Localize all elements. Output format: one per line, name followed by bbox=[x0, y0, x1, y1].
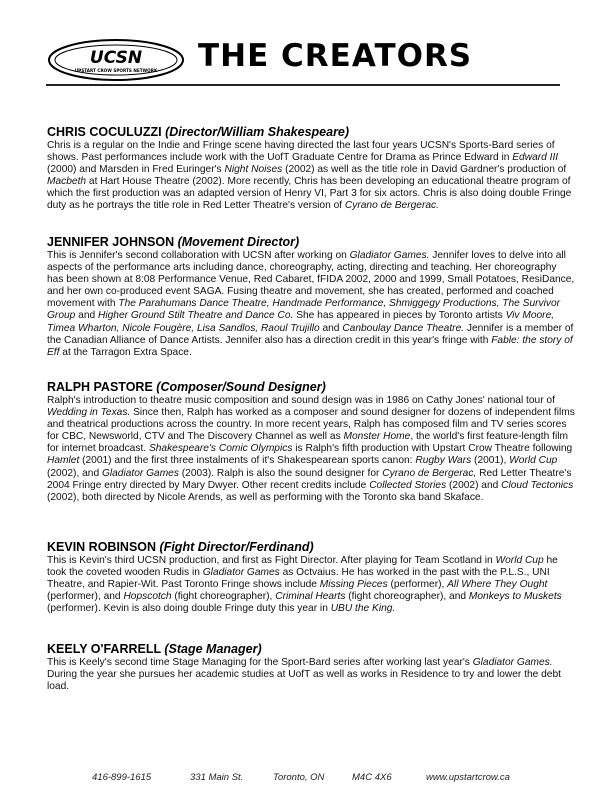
footer-street: 331 Main St. bbox=[190, 772, 244, 783]
bio-text-run: (2001) and the first three instalments of it's Shakespearean sports canon: bbox=[79, 455, 416, 467]
italic-title: Edward III bbox=[512, 152, 559, 164]
bio-heading bbox=[47, 642, 575, 657]
bio-jennifer-johnson bbox=[47, 235, 575, 359]
bio-chris-coculuzzi bbox=[47, 125, 575, 213]
header-divider bbox=[46, 84, 560, 86]
italic-title: Higher Ground Stilt Theatre and Dance Co. bbox=[98, 310, 294, 322]
italic-title: Hamlet bbox=[47, 455, 80, 467]
bio-text-run: at the Tarragon Extra Space. bbox=[59, 346, 192, 358]
italic-title: Gladiator Games bbox=[101, 467, 179, 479]
italic-title: Macbeth bbox=[47, 176, 87, 188]
italic-title: Gladiator Games. bbox=[472, 657, 553, 668]
bio-text-run: (performer), and bbox=[47, 591, 124, 603]
italic-title: Canboulay Dance Theatre. bbox=[342, 322, 465, 334]
italic-title: Viv Moore, Timea Wharton, Nicole Fougère, Lisa Sandlos, Raoul Trujillo bbox=[47, 310, 555, 334]
bio-name: KEVIN ROBINSON bbox=[47, 540, 157, 554]
bio-text-run: (2003). Ralph is also the sound designer for bbox=[178, 467, 383, 479]
italic-title: UBU the King. bbox=[330, 603, 396, 615]
bio-text-run: and bbox=[319, 322, 343, 334]
logo-wordmark: UCSN bbox=[89, 48, 143, 68]
italic-title: All Where They Ought bbox=[447, 579, 548, 591]
bio-heading bbox=[47, 235, 575, 250]
bio-text-run: Jennifer loves to delve into all aspects of the performance arts including dance, choreography, acting, directing and teaching. Her choreography has been shown at 8:08 Performance Venue, Red Cabaret, fFIDA 2002, 2000 and 1999, Small Potatoes, ResiDance, and her own co-produced event SAGA. Fusing theatre and movement, she has created, performed and coached movement with bbox=[47, 250, 575, 310]
bio-text-run: This is Jennifer's second collaboration with UCSN after working on bbox=[47, 250, 350, 261]
bio-heading bbox=[47, 125, 575, 140]
bio-text bbox=[47, 395, 575, 504]
italic-title: The Parahumans Dance Theatre, Handmade Performance, Shmiggegy Productions, The Survivor Group bbox=[47, 298, 561, 322]
bio-text-run: and bbox=[75, 310, 98, 322]
italic-title: World Cup bbox=[509, 455, 558, 467]
bio-text-run: (performer). Kevin is also doing double Fringe duty this year in bbox=[47, 603, 331, 615]
bio-text bbox=[47, 555, 575, 615]
bio-role: (Fight Director/Ferdinand) bbox=[159, 540, 314, 554]
bio-keely-ofarrell bbox=[47, 642, 575, 693]
italic-title: Fable: the story of Eff bbox=[47, 334, 573, 358]
bio-text-run: She has appeared in pieces by Toronto artists bbox=[293, 310, 506, 322]
italic-title: Cyrano de Bergerac, bbox=[382, 467, 477, 479]
bio-role: (Director/William Shakespeare) bbox=[165, 125, 350, 139]
bio-heading bbox=[47, 380, 575, 395]
contact-footer bbox=[0, 772, 609, 786]
bio-text bbox=[47, 657, 575, 693]
bio-role: (Movement Director) bbox=[177, 235, 300, 249]
italic-title: Criminal Hearts bbox=[275, 591, 346, 603]
page-header bbox=[46, 36, 560, 84]
italic-title: Cloud Tectonics bbox=[501, 479, 574, 491]
italic-title: Collected Stories bbox=[369, 479, 447, 491]
italic-title: Gladiator Games bbox=[202, 567, 280, 579]
italic-title: Missing Pieces bbox=[319, 579, 388, 591]
bio-text-run: (fight choreographer), bbox=[171, 591, 276, 603]
bio-text-run: (2000) and Marsden in Fred Euringer's bbox=[47, 164, 225, 176]
bio-text-run: (fight choreographer), and bbox=[345, 591, 469, 603]
bio-text-run: This is Kevin's third UCSN production, and first as Fight Director. After playing for Team Scotland in bbox=[47, 555, 496, 566]
bio-name: JENNIFER JOHNSON bbox=[47, 235, 175, 249]
bio-text-run: (2002), and bbox=[47, 467, 102, 479]
bio-text-run: Since then, Ralph has worked as a composer and sound designer for dozens of independent films and theatrical productions across the country. In more recent years, Ralph has composed film and TV series scores for CBC, Newsworld, CTV and The Discovery Channel as well as bbox=[47, 407, 575, 443]
bio-name: KEELY O'FARRELL bbox=[47, 642, 161, 656]
bio-role: (Stage Manager) bbox=[164, 642, 262, 656]
bio-role: (Composer/Sound Designer) bbox=[156, 380, 326, 394]
logo-tagline: UPSTART CROW SPORTS NETWORK bbox=[74, 68, 158, 73]
italic-title: Night Noises bbox=[224, 164, 283, 176]
bio-name: RALPH PASTORE bbox=[47, 380, 153, 394]
bio-text-run: (2002), both directed by Nicole Arends, as well as performing with the Toronto ska band Skaface. bbox=[47, 491, 484, 503]
italic-title: Wedding in Texas. bbox=[47, 407, 131, 419]
footer-website: www.upstartcrow.ca bbox=[426, 772, 510, 783]
bio-text-run: at Hart House Theatre (2002). More recently, Chris has been developing an educational theatre program of which the first production was an adapted version of Henry VI, Part 3 for six actors. Chris is also doing double Fringe duty as he portrays the title role in Red Letter Theatre's version of bbox=[47, 176, 572, 212]
bio-kevin-robinson bbox=[47, 540, 575, 615]
bio-name: CHRIS COCULUZZI bbox=[47, 125, 162, 139]
italic-title: Cyrano de Bergerac. bbox=[344, 200, 439, 212]
footer-city: Toronto, ON bbox=[273, 772, 325, 783]
bio-text-run: is Ralph's fifth production with Upstart Crow Theatre following bbox=[292, 443, 573, 455]
bio-text-run: (2002) as well as the title role in David Gardner's production of bbox=[282, 164, 567, 176]
ucsn-logo bbox=[46, 36, 186, 84]
bio-text-run: (2002) and bbox=[446, 479, 502, 491]
page-title: THE CREATORS bbox=[198, 38, 473, 74]
bio-text bbox=[47, 250, 575, 359]
bio-text-run: During the year she pursues her academic studies at UofT as well as works in Residence to try and lower the debt load. bbox=[47, 669, 561, 693]
italic-title: Rugby Wars bbox=[415, 455, 472, 467]
italic-title: Monster Home bbox=[343, 431, 411, 443]
bio-text-run: Jennifer is a member of the Canadian Alliance of Dance Artists. Jennifer also has a direction credit in this year's fringe with bbox=[47, 322, 574, 346]
bio-text-run: (2001), bbox=[471, 455, 510, 467]
bio-text-run: Chris is a regular on the Indie and Fringe scene having directed the last four years UCSN's Sports-Bard series of shows. Past performances include work with the UofT Graduate Centre for Drama as Prince Edward in bbox=[47, 140, 555, 164]
italic-title: Monkeys to Muskets bbox=[468, 591, 562, 603]
bio-text-run: Ralph's introduction to theatre music composition and sound design was in 1986 on Cathy Jones' national tour of bbox=[47, 395, 555, 406]
italic-title: World Cup bbox=[495, 555, 544, 566]
bio-ralph-pastore bbox=[47, 380, 575, 504]
bio-text-run: Red Letter Theatre's 2004 Fringe entry directed by Mary Dwyer. Other recent credits include bbox=[47, 467, 572, 491]
italic-title: Hopscotch bbox=[123, 591, 172, 603]
italic-title: Shakespeare's Comic Olympics bbox=[148, 443, 293, 455]
italic-title: Gladiator Games. bbox=[349, 250, 430, 261]
bio-text-run: This is Keely's second time Stage Managing for the Sport-Bard series after working last year's bbox=[47, 657, 473, 668]
footer-phone: 416-899-1615 bbox=[92, 772, 152, 783]
bio-text-run: , the world's first feature-length film for internet broadcast. bbox=[47, 431, 568, 455]
bio-text bbox=[47, 140, 575, 213]
bio-text-run: (performer), bbox=[387, 579, 448, 591]
bio-text-run: as Octvaius. He has worked in the past with the P.L.S., UNI Theatre, and Rapier-Wit. Past Toronto Fringe shows include bbox=[47, 567, 550, 591]
bio-text-run: he took the coveted wooden Rudis in bbox=[47, 555, 558, 579]
bio-heading bbox=[47, 540, 575, 555]
footer-postal: M4C 4X6 bbox=[352, 772, 392, 783]
